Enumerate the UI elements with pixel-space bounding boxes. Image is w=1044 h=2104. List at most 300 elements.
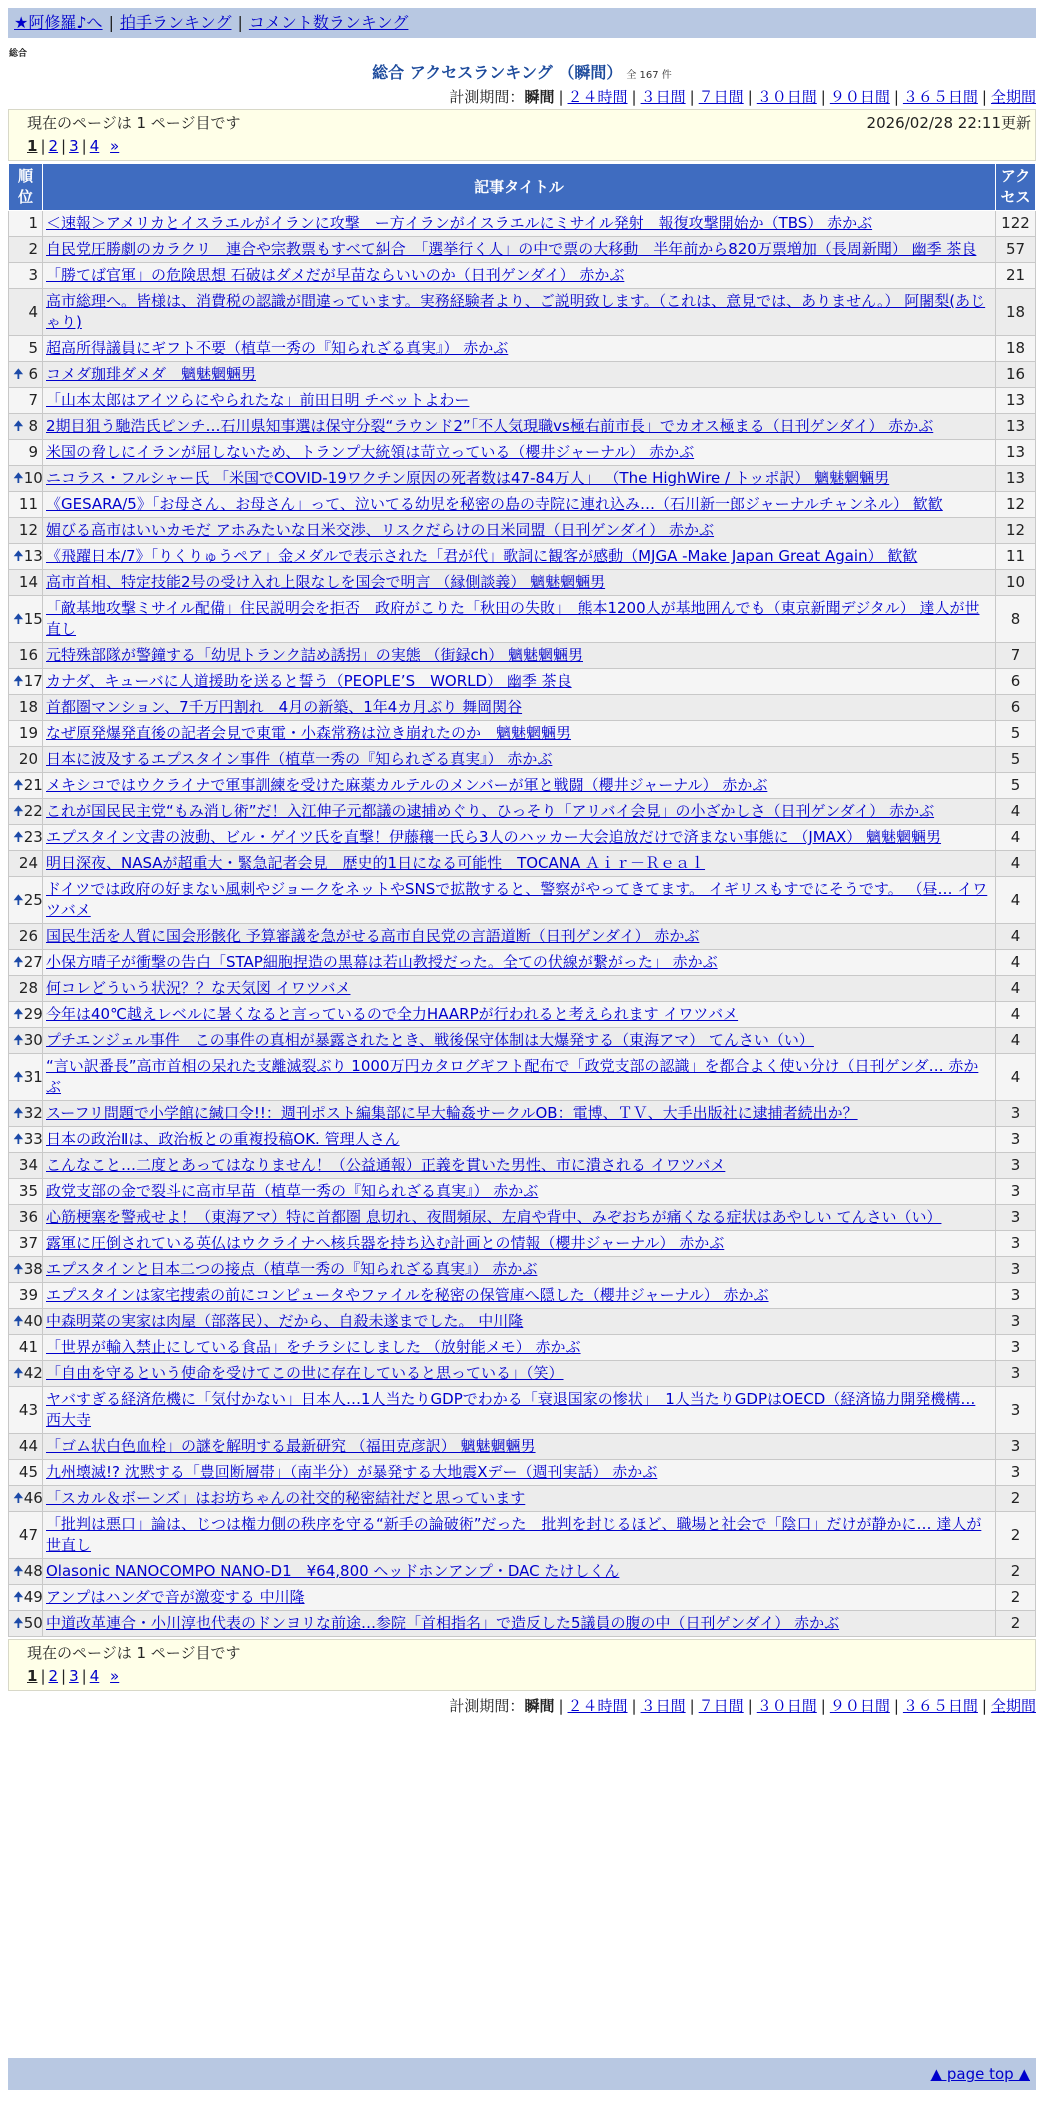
title-cell (43, 237, 996, 263)
rank-number: 37 (18, 1234, 38, 1252)
article-title-link[interactable]: エプスタイン文書の波動、ビル・ゲイツ氏を直撃！伊藤穰一氏ら3人のハッカー大会追放だけで済まない事態に （JMAX） 魑魅魍魎男 (46, 828, 942, 846)
article-title-link[interactable]: 「世界が輸入禁止にしている食品」をチラシにしました （放射能メモ） 赤かぶ (46, 1338, 581, 1356)
article-title-link[interactable]: 高市総理へ。皆様は、消費税の認識が間違っています。実務経験者より、ご説明致します。（これは、意見では、ありません。） 阿闍梨(あじゃり) (46, 292, 986, 331)
rank-number: 36 (18, 1208, 38, 1226)
article-title-link[interactable]: こんなこと…二度とあってはなりません！（公益通報）正義を貫いた男性、市に潰される イワツバメ (46, 1156, 726, 1174)
title-cell (43, 1611, 996, 1637)
table-row (9, 1611, 1036, 1637)
title-cell (43, 1486, 996, 1512)
article-title-link[interactable]: アンプはハンダで音が激変する 中川隆 (46, 1588, 305, 1606)
article-title-link[interactable]: スーフリ問題で小学館に緘口令!!：週刊ポスト編集部に早大輪姦サークルOB：電博、ＴＶ、大手出版社に逮捕者続出か？ (46, 1104, 858, 1122)
title-cell (43, 440, 996, 466)
access-count: 4 (996, 1054, 1036, 1101)
access-count: 2 (996, 1611, 1036, 1637)
access-count: 3 (996, 1179, 1036, 1205)
access-count: 4 (996, 825, 1036, 851)
category-label: 総合 (9, 49, 28, 59)
article-title-link[interactable]: 「ゴム状白色血栓」の謎を解明する最新研究 （福田克彦訳） 魑魅魍魎男 (46, 1437, 536, 1455)
table-row (9, 289, 1036, 336)
access-count: 3 (996, 1257, 1036, 1283)
rank-cell (9, 924, 43, 950)
rank-number: 26 (18, 927, 38, 945)
period-option-link[interactable]: ３６５日間 (902, 88, 978, 106)
article-title-link[interactable]: メキシコではウクライナで軍事訓練を受けた麻薬カルテルのメンバーが軍と戦闘（櫻井ジャーナル） 赤かぶ (46, 776, 768, 794)
page-separator (102, 137, 107, 155)
article-title-link[interactable]: 九州壊滅!? 沈黙する「豊回断層帯」（南半分）が暴発する大地震Xデー（週刊実話） 赤かぶ (46, 1463, 658, 1481)
title-cell (43, 643, 996, 669)
title-cell (43, 924, 996, 950)
period-option-link[interactable]: ３６５日間 (902, 1697, 978, 1715)
rank-number: 47 (18, 1525, 38, 1544)
rank-cell (9, 1361, 43, 1387)
title-cell (43, 1002, 996, 1028)
access-count: 6 (996, 695, 1036, 721)
rank-cell (9, 1434, 43, 1460)
article-title-link[interactable]: 中森明菜の実家は肉屋（部落民）、だから、自殺未遂までした。 中川隆 (46, 1312, 524, 1330)
page-separator: | (40, 137, 46, 155)
title-cell (43, 1054, 996, 1101)
rank-cell (9, 289, 43, 336)
rank-cell (9, 518, 43, 544)
title-cell (43, 851, 996, 877)
table-row (9, 747, 1036, 773)
rank-number: 27 (23, 953, 43, 971)
period-separator: | (981, 1697, 987, 1715)
rank-cell (9, 388, 43, 414)
access-count: 10 (996, 570, 1036, 596)
current-page-number: 1 (27, 1667, 38, 1685)
access-count: 18 (996, 289, 1036, 336)
rank-number: 31 (23, 1067, 43, 1086)
article-title-link[interactable]: 心筋梗塞を警戒せよ！（東海アマ）特に首都圏 息切れ、夜間頻尿、左肩や背中、みぞおちが痛くなる症状はあやしい てんさい（い） (46, 1208, 942, 1226)
access-count: 3 (996, 1460, 1036, 1486)
table-row (9, 773, 1036, 799)
access-count: 13 (996, 466, 1036, 492)
table-row (9, 544, 1036, 570)
rank-number: 7 (28, 391, 38, 409)
article-title-link[interactable]: 「山本太郎はアイツらにやられたな」前田日明 チベットよわー (46, 391, 470, 409)
rank-number: 39 (18, 1286, 38, 1304)
article-title-link[interactable]: 《飛躍日本/7》「りくりゅうペア」金メダルで表示された「君が代」歌詞に観客が感動（MJGA -Make Japan Great Again） 歓歓 (46, 547, 918, 565)
up-arrow-icon: 🠉 (13, 804, 24, 819)
article-title-link[interactable]: 明日深夜、NASAが超重大・緊急記者会見 歴史的1日になる可能性 TOCANA Ａｉｒ－Ｒｅａｌ (46, 854, 706, 872)
table-row (9, 1231, 1036, 1257)
rank-number: 11 (18, 495, 38, 513)
title-cell (43, 1559, 996, 1585)
rank-number: 33 (23, 1130, 43, 1148)
title-cell (43, 518, 996, 544)
rank-number: 29 (23, 1005, 43, 1023)
access-count: 4 (996, 950, 1036, 976)
rank-number: 48 (23, 1562, 43, 1580)
article-title-link[interactable]: 「自由を守るという使命を受けてこの世に存在していると思っている」（笑） (46, 1364, 564, 1382)
page-separator: | (81, 137, 87, 155)
title-cell (43, 747, 996, 773)
article-title-link[interactable]: 《GESARA/5》「お母さん、お母さん」って、泣いてる幼児を秘密の島の寺院に連れ込み…（石川新一郎ジャーナルチャンネル） 歓歓 (46, 495, 943, 513)
rank-number: 18 (18, 698, 38, 716)
article-title-link[interactable]: 「批判は悪口」論は、じつは権力側の秩序を守る“新手の論破術”だった 批判を封じるほど、職場と社会で「陰口」だけが静かに… 達人が世直し (46, 1515, 982, 1554)
rank-number: 43 (18, 1400, 38, 1419)
title-cell (43, 211, 996, 237)
rank-number: 49 (23, 1588, 43, 1606)
rank-number: 2 (28, 240, 38, 258)
rank-cell (9, 1460, 43, 1486)
title-cell (43, 362, 996, 388)
article-title-link[interactable]: これが国民民主党“もみ消し術”だ！入江伸子元都議の逮捕めぐり、ひっそり「アリバイ会見」の小ざかしさ（日刊ゲンダイ） 赤かぶ (46, 802, 935, 820)
period-separator: | (820, 1697, 826, 1715)
article-title-link[interactable]: エプスタインは家宅捜索の前にコンピュータやファイルを秘密の保管庫へ隠した（櫻井ジャーナル） 赤かぶ (46, 1286, 769, 1304)
header-rank: 順位 (9, 164, 43, 211)
access-count: 13 (996, 388, 1036, 414)
rank-number: 42 (23, 1364, 43, 1382)
article-title-link[interactable]: エプスタインと日本二つの接点（植草一秀の『知られざる真実』） 赤かぶ (46, 1260, 538, 1278)
article-title-link[interactable]: プチエンジェル事件 この事件の真相が暴露されたとき、戦後保守体制は大爆発する（東海アマ） てんさい（い） (46, 1031, 814, 1049)
page-separator (102, 1667, 107, 1685)
rank-cell (9, 1486, 43, 1512)
article-title-link[interactable]: 露軍に圧倒されている英仏はウクライナへ核兵器を持ち込む計画との情報（櫻井ジャーナル） 赤かぶ (46, 1234, 725, 1252)
rank-number: 32 (23, 1104, 43, 1122)
article-title-link[interactable]: 超高所得議員にギフト不要（植草一秀の『知られざる真実』） 赤かぶ (46, 339, 509, 357)
period-selector-top (449, 86, 1036, 108)
period-option-link[interactable]: ３日間 (640, 1697, 686, 1715)
title-cell (43, 466, 996, 492)
article-title-link[interactable]: 中道改革連合・小川淳也代表のドンヨリな前途…参院「首相指名」で造反した5議員の腹の中（日刊ゲンダイ） 赤かぶ (46, 1614, 840, 1632)
article-title-link[interactable]: 「敵基地攻撃ミサイル配備」住民説明会を拒否 政府がこりた「秋田の失敗」 熊本1200人が基地囲んでも（東京新聞デジタル） 達人が世直し (46, 599, 980, 638)
rank-cell (9, 1127, 43, 1153)
access-count: 8 (996, 596, 1036, 643)
access-count: 3 (996, 1434, 1036, 1460)
rank-cell (9, 263, 43, 289)
page-top-link[interactable]: ▲ page top ▲ (930, 2065, 1030, 2083)
rank-number: 38 (23, 1260, 43, 1278)
access-count: 3 (996, 1153, 1036, 1179)
rank-number: 6 (28, 365, 38, 383)
period-current: 瞬間 (524, 88, 555, 106)
period-separator: | (689, 1697, 695, 1715)
page-link[interactable]: 3 (69, 1667, 79, 1685)
ranking-table (8, 163, 1036, 1637)
table-row (9, 1257, 1036, 1283)
title-cell (43, 1153, 996, 1179)
table-row (9, 1054, 1036, 1101)
table-row (9, 1387, 1036, 1434)
rank-cell (9, 1335, 43, 1361)
rank-cell (9, 414, 43, 440)
access-count: 3 (996, 1309, 1036, 1335)
rank-cell (9, 1585, 43, 1611)
up-arrow-icon: 🠉 (13, 778, 24, 793)
article-title-link[interactable]: Olasonic NANOCOMPO NANO-D1 ¥64,800 ヘッドホンアンプ・DAC たけしくん (46, 1562, 620, 1580)
access-count: 5 (996, 773, 1036, 799)
access-count: 18 (996, 336, 1036, 362)
period-separator: | (631, 1697, 637, 1715)
title-cell (43, 289, 996, 336)
period-option-link[interactable]: ３０日間 (756, 1697, 817, 1715)
rank-cell (9, 1387, 43, 1434)
period-option-link[interactable]: 全期間 (990, 88, 1036, 106)
access-count: 4 (996, 976, 1036, 1002)
rank-cell (9, 440, 43, 466)
up-arrow-icon: 🠉 (13, 1106, 24, 1121)
title-cell (43, 877, 996, 924)
table-row (9, 851, 1036, 877)
access-count: 7 (996, 643, 1036, 669)
up-arrow-icon: 🠉 (13, 892, 24, 908)
up-arrow-icon: 🠉 (13, 1007, 24, 1022)
rank-cell (9, 1179, 43, 1205)
rank-number: 50 (23, 1614, 43, 1632)
table-row (9, 1127, 1036, 1153)
rank-cell (9, 211, 43, 237)
applause-ranking-link[interactable]: 拍手ランキング (119, 13, 232, 32)
table-row (9, 799, 1036, 825)
rank-number: 30 (23, 1031, 43, 1049)
access-count: 6 (996, 669, 1036, 695)
period-option-link[interactable]: ３日間 (640, 88, 686, 106)
access-count: 3 (996, 1205, 1036, 1231)
title-cell (43, 263, 996, 289)
title-cell (43, 570, 996, 596)
rank-cell (9, 466, 43, 492)
title-cell (43, 1309, 996, 1335)
period-option-link[interactable]: ３０日間 (756, 88, 817, 106)
table-header-row (9, 164, 1036, 211)
page-separator: | (61, 1667, 67, 1685)
pager-bottom (8, 1639, 1036, 1691)
article-title-link[interactable]: ドイツでは政府の好まない風刺やジョークをネットやSNSで拡散すると、警察がやってきてます。 イギリスもすでにそうです。 （昼… イワツバメ (46, 880, 988, 919)
article-title-link[interactable]: 「スカル＆ボーンズ」はお坊ちゃんの社交的秘密結社だと思っています (46, 1489, 526, 1507)
page-link[interactable]: 2 (48, 137, 59, 155)
title-cell (43, 1335, 996, 1361)
title-cell (43, 669, 996, 695)
rank-cell (9, 1512, 43, 1559)
period-option-link[interactable]: ７日間 (698, 1697, 744, 1715)
rank-cell (9, 1002, 43, 1028)
access-count: 2 (996, 1486, 1036, 1512)
rank-cell (9, 877, 43, 924)
table-row (9, 414, 1036, 440)
table-row (9, 825, 1036, 851)
article-title-link[interactable]: ヤバすぎる経済危機に「気付かない」日本人…1人当たりGDPでわかる「衰退国家の惨状」 1人当たりGDPはOECD（経済協力開発機構… 西大寺 (46, 1390, 976, 1429)
rank-cell (9, 851, 43, 877)
up-arrow-icon: 🠉 (13, 367, 24, 382)
title-cell (43, 976, 996, 1002)
rank-number: 21 (23, 776, 43, 794)
article-title-link[interactable]: 日本に波及するエプスタイン事件（植草一秀の『知られざる真実』） 赤かぶ (46, 750, 553, 768)
page-link[interactable]: 3 (69, 137, 79, 155)
up-arrow-icon: 🠉 (13, 955, 24, 970)
table-row (9, 1002, 1036, 1028)
up-arrow-icon: 🠉 (13, 830, 24, 845)
period-separator: | (558, 88, 564, 106)
up-arrow-icon: 🠉 (13, 1616, 24, 1631)
table-row (9, 211, 1036, 237)
article-title-link[interactable]: 国民生活を人質に国会形骸化 予算審議を急がせる高市自民党の言語道断（日刊ゲンダイ） 赤かぶ (46, 927, 700, 945)
page-title: 総合 アクセスランキング （瞬間） (372, 63, 623, 82)
article-title-link[interactable]: 米国の脅しにイランが屈しないため、トランプ大統領は苛立っている（櫻井ジャーナル） 赤かぶ (46, 443, 695, 461)
article-title-link[interactable]: コメダ珈琲ダメダ 魑魅魍魎男 (46, 365, 257, 383)
table-row (9, 721, 1036, 747)
title-cell (43, 1257, 996, 1283)
table-row (9, 1434, 1036, 1460)
rank-cell (9, 1231, 43, 1257)
article-title-link[interactable]: 2期目狙う馳浩氏ピンチ…石川県知事選は保守分裂“ラウンド2”「不人気現職vs極右前市長」でカオス極まる（日刊ゲンダイ） 赤かぶ (46, 417, 934, 435)
title-cell (43, 336, 996, 362)
rank-number: 5 (28, 339, 38, 357)
article-title-link[interactable]: 自民党圧勝劇のカラクリ 連合や宗教票もすべて糾合 「選挙行く人」の中で票の大移動 半年前から820万票増加（長周新聞） 幽季 茶良 (46, 240, 977, 258)
title-cell (43, 1460, 996, 1486)
bottom-bar (8, 2058, 1036, 2090)
rank-number: 1 (28, 214, 38, 232)
rank-number: 19 (18, 724, 38, 742)
title-cell (43, 1179, 996, 1205)
up-arrow-icon: 🠉 (13, 471, 24, 486)
top-nav-bar (8, 8, 1036, 38)
rank-number: 12 (18, 521, 38, 539)
article-title-link[interactable]: 首都圏マンション、7千万円割れ 4月の新築、1年4カ月ぶり 舞岡関谷 (46, 698, 523, 716)
rank-cell (9, 1054, 43, 1101)
access-count: 3 (996, 1361, 1036, 1387)
title-cell (43, 1361, 996, 1387)
article-title-link[interactable]: ニコラス・フルシャー氏 「米国でCOVID-19ワクチン原因の死者数は47-84万人」 （The HighWire / トッポ訳） 魑魅魍魎男 (46, 469, 890, 487)
rank-cell (9, 492, 43, 518)
period-option-link[interactable]: 全期間 (990, 1697, 1036, 1715)
article-title-link[interactable]: カナダ、キューバに人道援助を送ると誓う（PEOPLE’S WORLD） 幽季 茶良 (46, 672, 572, 690)
period-option-link[interactable]: ７日間 (698, 88, 744, 106)
table-row (9, 1559, 1036, 1585)
next-page-link[interactable]: » (110, 1667, 120, 1685)
article-title-link[interactable]: 元特殊部隊が警鐘する「幼児トランク詰め誘拐」の実態 （街録ch） 魑魅魍魎男 (46, 646, 583, 664)
rank-cell (9, 1101, 43, 1127)
period-option-link[interactable]: ９０日間 (829, 88, 890, 106)
period-separator: | (893, 1697, 899, 1715)
table-row (9, 1585, 1036, 1611)
page-link[interactable]: 4 (89, 137, 100, 155)
rank-cell (9, 1257, 43, 1283)
period-separator: | (747, 1697, 753, 1715)
period-option-link[interactable]: ９０日間 (829, 1697, 890, 1715)
article-title-link[interactable]: 「勝てば官軍」の危険思想 石破はダメだが早苗ならいいのか（日刊ゲンダイ） 赤かぶ (46, 266, 625, 284)
pager-current-text: 現在のページは 1 ページ目です (27, 1644, 241, 1662)
rank-cell (9, 643, 43, 669)
up-arrow-icon: 🠉 (13, 1314, 24, 1329)
table-row (9, 976, 1036, 1002)
table-row (9, 1179, 1036, 1205)
table-row (9, 1460, 1036, 1486)
title-cell (43, 1387, 996, 1434)
rank-cell (9, 669, 43, 695)
access-count: 2 (996, 1512, 1036, 1559)
rank-number: 14 (18, 573, 38, 591)
page-link[interactable]: 2 (48, 1667, 59, 1685)
up-arrow-icon: 🠉 (13, 549, 24, 564)
period-separator: | (558, 1697, 564, 1715)
rank-cell (9, 747, 43, 773)
page-links (27, 135, 1017, 158)
article-title-link[interactable]: “言い訳番長”高市首相の呆れた支離滅裂ぶり 1000万円カタログギフト配布で「政党支部の認識」を都合よく使い分け（日刊ゲンダ… 赤かぶ (46, 1057, 979, 1096)
access-count: 57 (996, 237, 1036, 263)
table-row (9, 877, 1036, 924)
table-row (9, 466, 1036, 492)
title-cell (43, 721, 996, 747)
rank-number: 46 (23, 1489, 43, 1507)
title-cell (43, 695, 996, 721)
article-title-link[interactable]: 何コレどういう状況？？な天気図 イワツバメ (46, 979, 351, 997)
table-row (9, 492, 1036, 518)
period-current: 瞬間 (524, 1697, 555, 1715)
rank-cell (9, 976, 43, 1002)
article-title-link[interactable]: なぜ原発爆発直後の記者会見で東電・小森常務は泣き崩れたのか 魑魅魍魎男 (46, 724, 572, 742)
up-arrow-icon: 🠉 (13, 1590, 24, 1605)
period-separator: | (893, 88, 899, 106)
table-row (9, 695, 1036, 721)
period-option-link[interactable]: ２４時間 (567, 88, 628, 106)
next-page-link[interactable]: » (110, 137, 120, 155)
title-cell (43, 1231, 996, 1257)
table-row (9, 1283, 1036, 1309)
article-title-link[interactable]: 今年は40℃越えレベルに暑くなると言っているので全力HAARPが行われると考えられます イワツバメ (46, 1005, 739, 1023)
nav-separator: | (108, 13, 114, 32)
period-option-link[interactable]: ２４時間 (567, 1697, 628, 1715)
rank-cell (9, 773, 43, 799)
table-row (9, 596, 1036, 643)
table-row (9, 388, 1036, 414)
title-cell (43, 773, 996, 799)
table-row (9, 669, 1036, 695)
rank-cell (9, 1205, 43, 1231)
article-title-link[interactable]: 政党支部の金で裂斗に高市早苗（植草一秀の『知られざる真実』） 赤かぶ (46, 1182, 539, 1200)
article-title-link[interactable]: ＜速報＞アメリカとイスラエルがイランに攻撃 ー方イランがイスラエルにミサイル発射 報復攻撃開始か（TBS） 赤かぶ (46, 214, 873, 232)
rank-cell (9, 695, 43, 721)
access-count: 122 (996, 211, 1036, 237)
table-row (9, 643, 1036, 669)
rank-number: 41 (18, 1338, 38, 1356)
period-selector-bottom (449, 1695, 1036, 1717)
up-arrow-icon: 🠉 (13, 419, 24, 434)
title-cell (43, 1101, 996, 1127)
access-count: 13 (996, 440, 1036, 466)
up-arrow-icon: 🠉 (13, 674, 24, 689)
comment-ranking-link[interactable]: コメント数ランキング (248, 13, 409, 32)
access-count: 4 (996, 799, 1036, 825)
page-link[interactable]: 4 (89, 1667, 100, 1685)
title-cell (43, 1434, 996, 1460)
table-row (9, 570, 1036, 596)
rank-number: 44 (18, 1437, 38, 1455)
title-cell (43, 1028, 996, 1054)
page-separator: | (40, 1667, 46, 1685)
rank-cell (9, 950, 43, 976)
rank-number: 8 (28, 417, 38, 435)
home-link[interactable]: ★阿修羅♪へ (14, 13, 103, 32)
title-cell (43, 492, 996, 518)
access-count: 4 (996, 877, 1036, 924)
rank-number: 28 (18, 979, 38, 997)
rank-number: 20 (18, 750, 38, 768)
rank-number: 16 (18, 646, 38, 664)
access-count: 3 (996, 1387, 1036, 1434)
rank-number: 17 (23, 672, 43, 690)
rank-cell (9, 799, 43, 825)
article-title-link[interactable]: 小保方晴子が衝撃の告白「STAP細胞捏造の黒幕は若山教授だった。全ての伏線が繋がった」 赤かぶ (46, 953, 718, 971)
article-title-link[interactable]: 媚びる高市はいいカモだ アホみたいな日米交渉、リスクだらけの日米同盟（日刊ゲンダイ） 赤かぶ (46, 521, 715, 539)
up-arrow-icon: 🠉 (13, 1033, 24, 1048)
table-row (9, 237, 1036, 263)
article-title-link[interactable]: 日本の政治Ⅱは、政治板との重複投稿OK. 管理人さん (46, 1130, 400, 1148)
rank-cell (9, 237, 43, 263)
up-arrow-icon: 🠉 (13, 611, 24, 627)
article-title-link[interactable]: 高市首相、特定技能2号の受け入れ上限なしを国会で明言 （縁側談義） 魑魅魍魎男 (46, 573, 606, 591)
